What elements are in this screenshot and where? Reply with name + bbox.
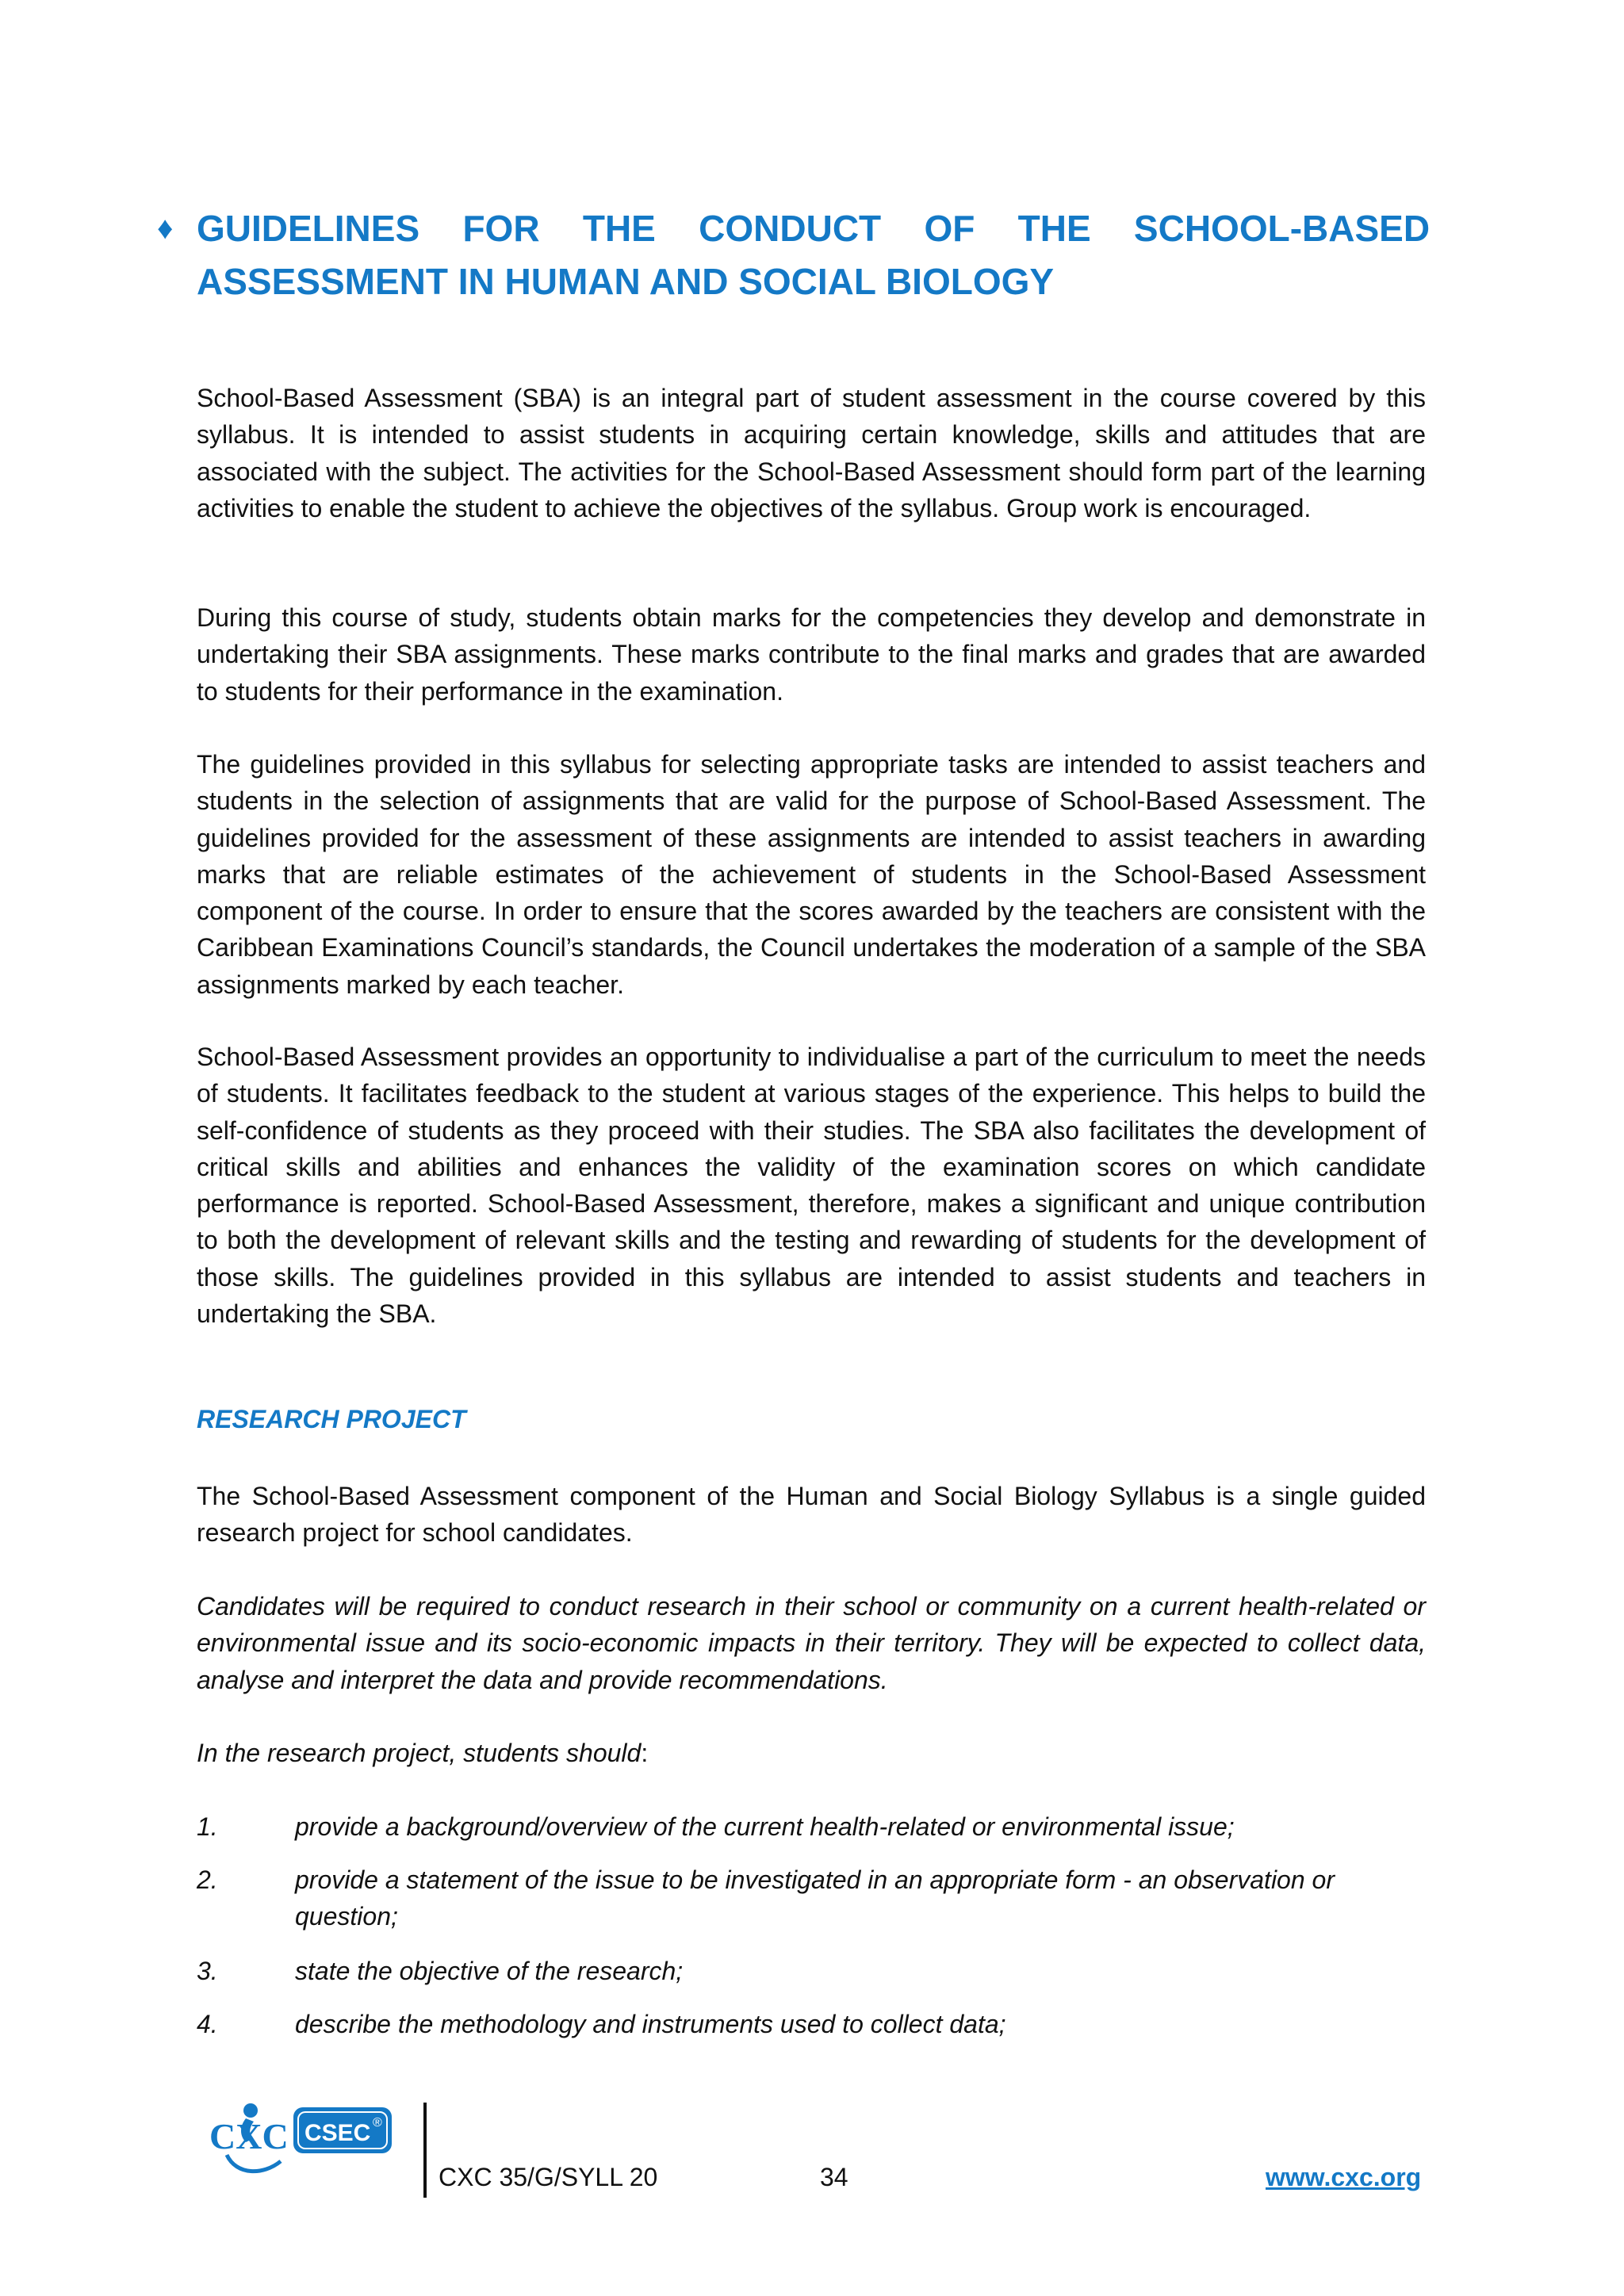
page-number: 34 <box>820 2163 848 2191</box>
cxc-logo-icon <box>209 2103 289 2172</box>
paragraph-candidates: Candidates will be required to conduct research in their school or community on a current health-related or environmental issue and its socio-economic impacts in their territory. They will be expected to collect data, analyse and interpret the data and provide recommendations. <box>197 1592 1426 1694</box>
svg-text:CXC: CXC <box>209 2116 289 2156</box>
heading-line-2: ASSESSMENT IN HUMAN AND SOCIAL BIOLOGY <box>197 261 1055 302</box>
website-link[interactable]: www.cxc.org <box>1266 2163 1422 2191</box>
heading-line-1: GUIDELINES FOR THE CONDUCT OF THE SCHOOL-BASED <box>197 208 1431 249</box>
syllabus-code: CXC 35/G/SYLL 20 <box>439 2163 658 2191</box>
csec-badge <box>293 2107 392 2153</box>
paragraph-research-intro: The School-Based Assessment component of the Human and Social Biology Syllabus is a single guided research project for school candidates. <box>197 1482 1426 1548</box>
footer-divider <box>423 2103 427 2198</box>
research-project-heading: RESEARCH PROJECT <box>197 1405 466 1433</box>
cxc-csec-logo <box>205 2099 395 2179</box>
svg-text:®: ® <box>373 2116 382 2130</box>
paragraph-sba-intro: School-Based Assessment (SBA) is an integral part of student assessment in the course covered by this syllabus. It is intended to assist students in acquiring certain knowledge, skills and attitudes that are associated with the subject. The activities for the School-Based Assessment should form part of the learning activities to enable the student to achieve the objectives of the syllabus. Group work is encouraged. <box>197 384 1426 522</box>
paragraph-opportunity: School-Based Assessment provides an opportunity to individualise a part of the curriculum to meet the needs of students. It facilitates feedback to the student at various stages of the experience. This helps to build the self-confidence of students as they proceed with their studies. The SBA also facilitates the development of critical skills and abilities and enhances the validity of the examination scores on which candidate performance is reported. School-Based Assessment, therefore, makes a significant and unique contribution to both the development of relevant skills and the testing and rewarding of students for the development of those skills. The guidelines provided in this syllabus are intended to assist students and teachers in undertaking the SBA. <box>197 1043 1426 1329</box>
diamond-bullet-icon: ♦ <box>157 211 174 246</box>
svg-text:CSEC: CSEC <box>304 2120 371 2146</box>
paragraph-guidelines: The guidelines provided in this syllabus for selecting appropriate tasks are intended to assist teachers and students in the selection of assignments that are valid for the purpose of School-Based Assessment. The guidelines provided for the assessment of these assignments are intended to assist teachers in awarding marks that are reliable estimates of the achievement of students in the School-Based Assessment component of the course. In order to ensure that the scores awarded by the teachers are consistent with the Caribbean Examinations Council’s standards, the Council undertakes the moderation of a sample of the SBA assignments marked by each teacher. <box>197 750 1426 999</box>
document-page: ♦ GUIDELINES FOR THE CONDUCT OF THE SCHOOL-BASED ASSESSMENT IN HUMAN AND SOCIAL BIOLOGY School-Based Assessment (SBA) is an integral part of student assessment in the course covered by this syllabus. It is intended to assist students in acquiring certain knowledge, skills and attitudes that are associated with the subject. The activities for the School-Based Assessment should form part of the learning activities to enable the student to achieve the objectives of the syllabus. Group work is encouraged. During this course of study, students obtain marks for the competencies they develop and demonstrate in undertaking their SBA assignments. These marks contribute to the final marks and grades that are awarded to students for their performance in the examination. The guidelines provided in this syllabus for selecting appropriate tasks are intended to assist teachers and students in the selection of assignments that are valid for the purpose of School-Based Assessment. The guidelines provided for the assessment of these assignments are intended to assist teachers in awarding marks that are reliable estimates of the achievement of students in the School-Based Assessment component of the course. In order to ensure that the scores awarded by the teachers are consistent with the Caribbean Examinations Council’s standards, the Council undertakes the moderation of a sample of the SBA assignments marked by each teacher. School-Based Assessment provides an opportunity to individualise a part of the curriculum to meet the needs of students. It facilitates feedback to the student at various stages of the experience. This helps to build the self-confidence of students as they proceed with their studies. The SBA also facilitates the development of critical skills and abilities and enhances the validity of the examination scores on which candidate performance is reported. School-Based Assessment, therefore, makes a significant and unique contribution to both the development of relevant skills and the testing and rewarding of students for the development of those skills. The guidelines provided in this syllabus are intended to assist students and teachers in undertaking the SBA. RESEARCH PROJECT The School-Based Assessment component of the Human and Social Biology Syllabus is a single guided research project for school candidates. Candidates will be required to conduct research in their school or community on a current health-related or environmental issue and its socio-economic impacts in their territory. They will be expected to collect data, analyse and interpret the data and provide recommendations. In the research project, students should: 1. provide a background/overview of the current health-related or environmental issue; 2. provide a statement of the issue to be investigated in an appropriate form - an observation or question; 3. state the objective of the research; 4. describe the methodology and instruments used to collect data; CXC CSEC ® CXC 35/G/SYLL 20 34 www.cxc.org <box>0 0 1624 2296</box>
paragraph-students-should: In the research project, students should: <box>197 1739 649 1767</box>
paragraph-marks: During this course of study, students obtain marks for the competencies they develop and demonstrate in undertaking their SBA assignments. These marks contribute to the final marks and grades that are awarded to students for their performance in the examination. <box>197 603 1426 706</box>
